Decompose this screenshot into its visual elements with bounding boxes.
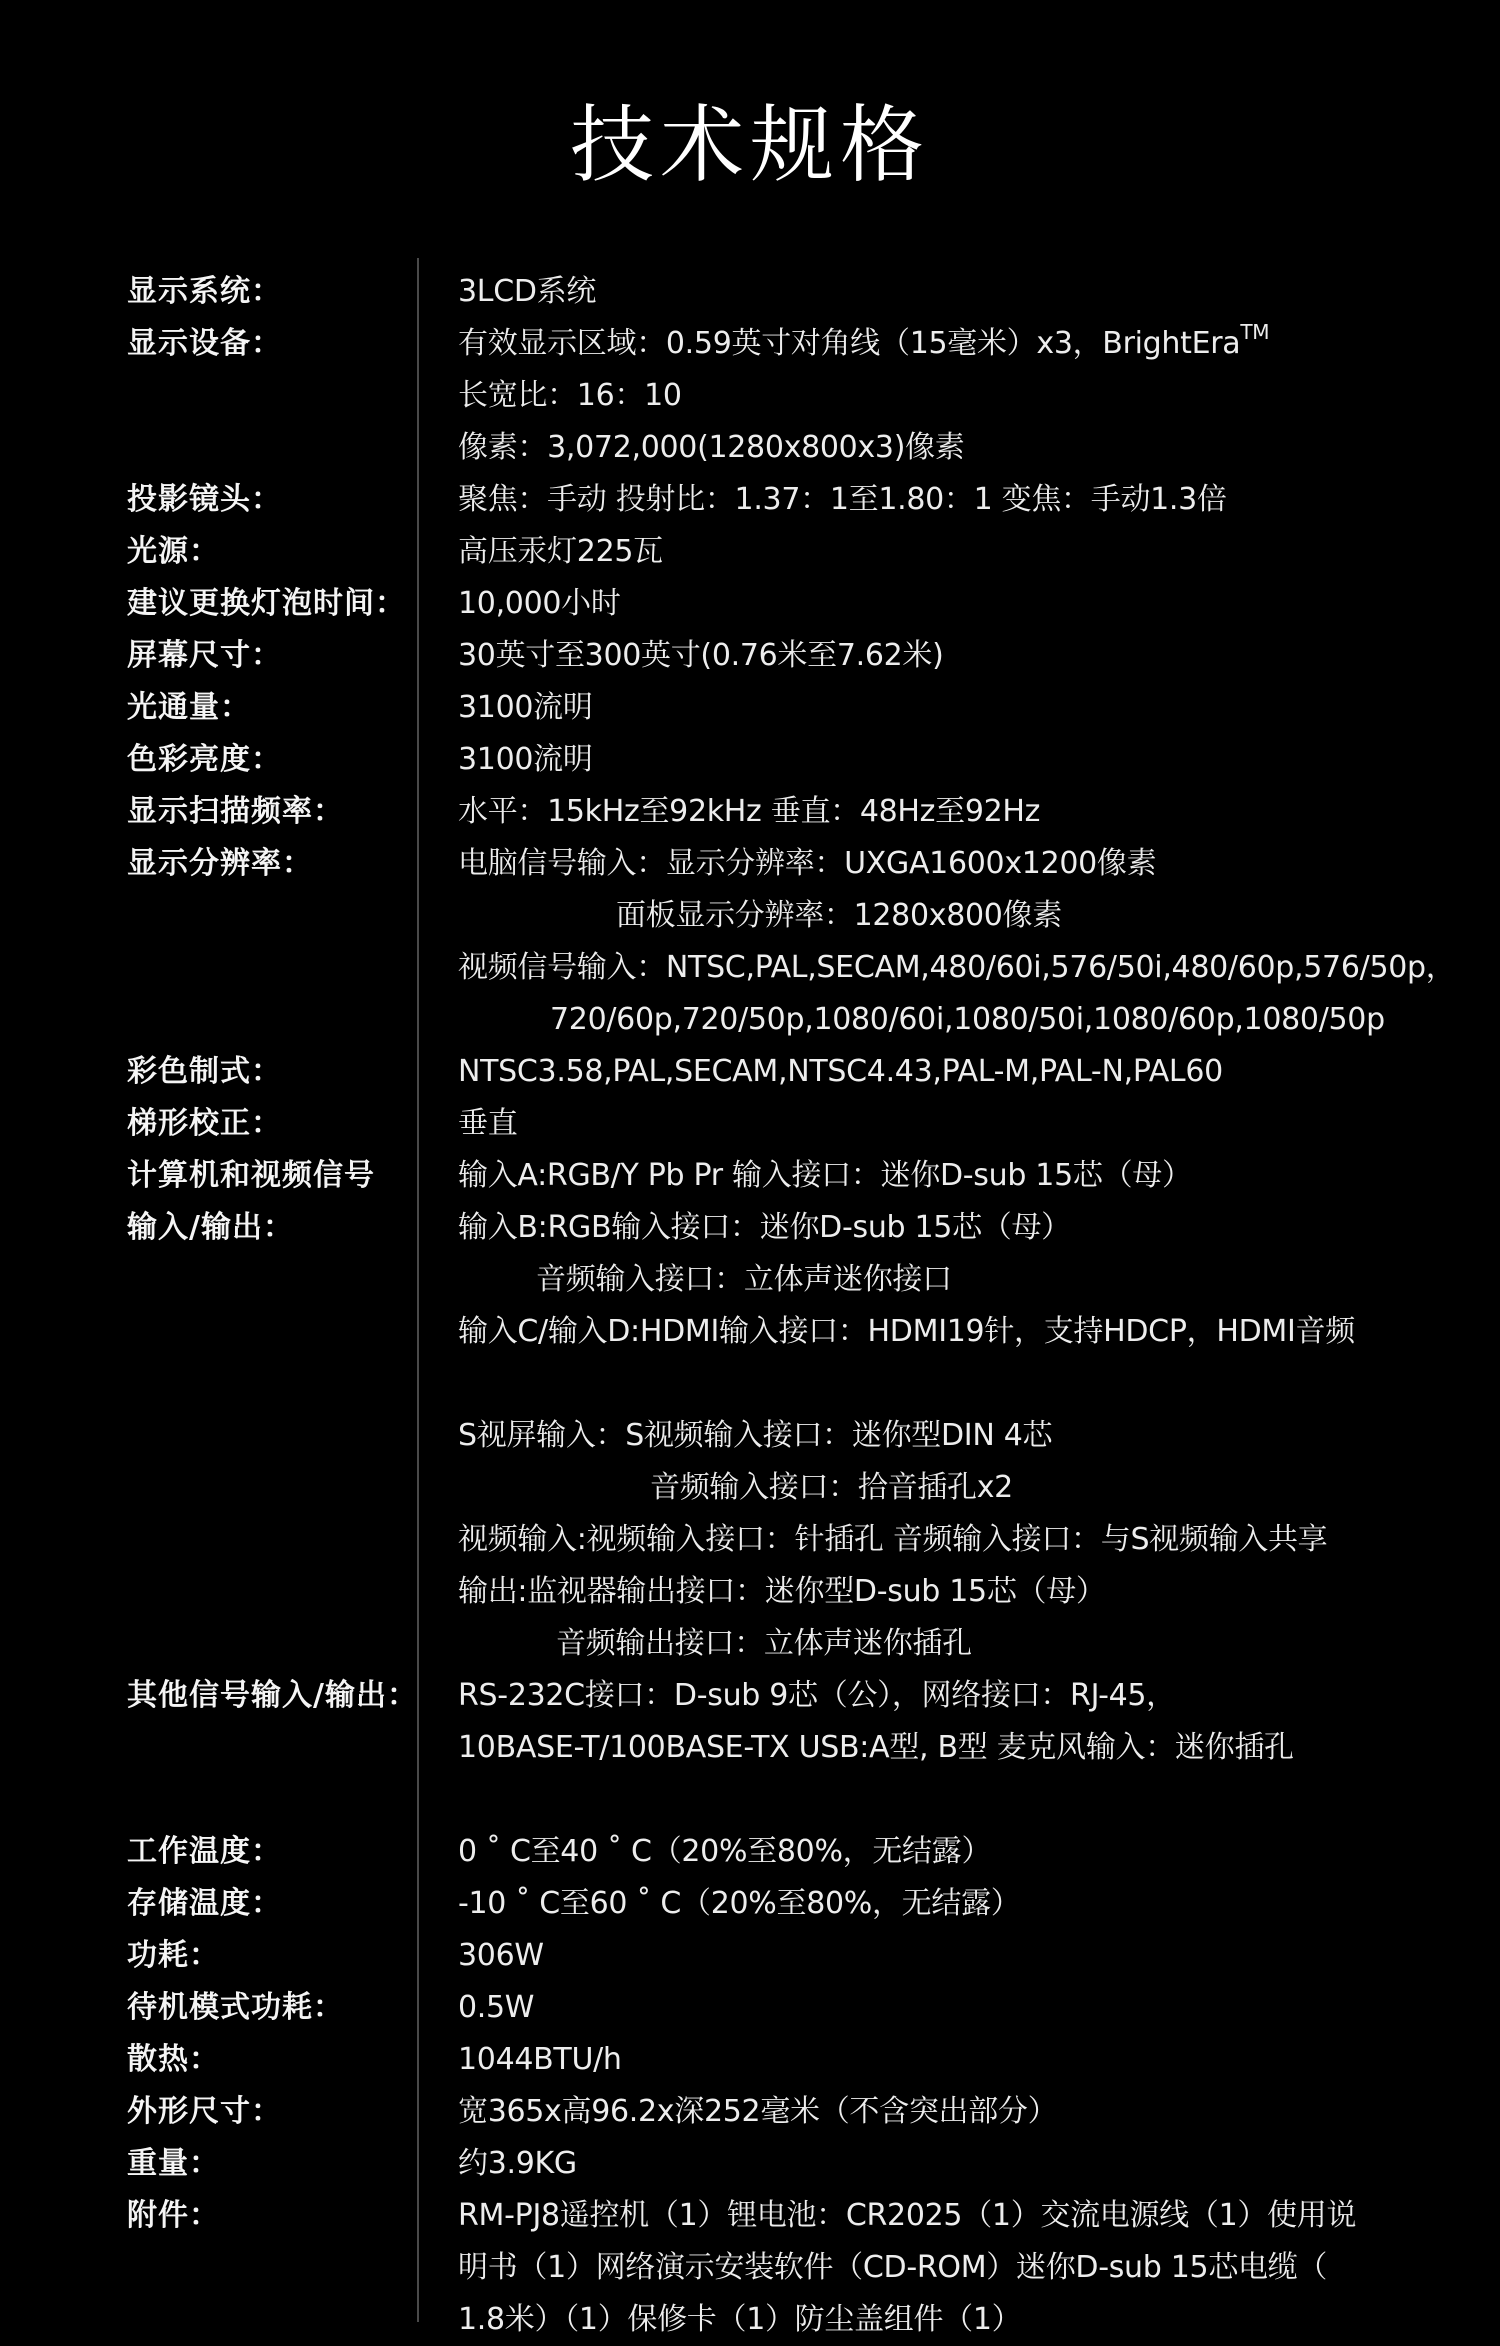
spec-label: 彩色制式： bbox=[127, 1054, 282, 1089]
spec-value-text: 长宽比：16：10 bbox=[458, 378, 682, 413]
spec-value bbox=[458, 1982, 534, 2034]
spec-row bbox=[0, 1514, 1500, 1566]
spec-value bbox=[556, 1618, 972, 1670]
spec-label: 重量： bbox=[127, 2146, 220, 2181]
spec-value-text: NTSC3.58,PAL,SECAM,NTSC4.43,PAL-M,PAL-N,PAL60 bbox=[458, 1054, 1223, 1089]
spec-row bbox=[0, 786, 1500, 838]
spec-row bbox=[0, 1462, 1500, 1514]
spec-row bbox=[0, 1774, 1500, 1826]
spec-row bbox=[0, 526, 1500, 578]
spec-value-text: 720/60p,720/50p,1080/60i,1080/50i,1080/60p,1080/50p bbox=[550, 1002, 1385, 1037]
spec-row bbox=[0, 1150, 1500, 1202]
spec-label: 梯形校正： bbox=[127, 1106, 282, 1141]
spec-value bbox=[458, 1098, 517, 1150]
spec-row bbox=[0, 474, 1500, 526]
spec-label: 色彩亮度： bbox=[127, 742, 282, 777]
spec-value bbox=[458, 1410, 1052, 1462]
spec-row bbox=[0, 1826, 1500, 1878]
spec-value-text: 输入C/输入D:HDMI输入接口：HDMI19针，支持HDCP，HDMI音频 bbox=[458, 1314, 1355, 1349]
spec-label: 外形尺寸： bbox=[127, 2094, 282, 2129]
spec-row bbox=[0, 682, 1500, 734]
spec-value-text: 高压汞灯225瓦 bbox=[458, 534, 663, 569]
spec-value-text: RM-PJ8遥控机（1）锂电池：CR2025（1）交流电源线（1）使用说 bbox=[458, 2198, 1357, 2233]
spec-label: 工作温度： bbox=[127, 1834, 282, 1869]
spec-value bbox=[458, 2034, 622, 2086]
spec-label: 显示扫描频率： bbox=[127, 794, 344, 829]
spec-label: 光通量： bbox=[127, 690, 251, 725]
spec-value-text: 10,000小时 bbox=[458, 586, 621, 621]
spec-row bbox=[0, 1306, 1500, 1358]
spec-value-text: 有效显示区域：0.59英寸对角线（15毫米）x3，BrightEra bbox=[458, 326, 1241, 361]
spec-value bbox=[458, 630, 944, 682]
spec-row bbox=[0, 1202, 1500, 1254]
spec-label: 计算机和视频信号 bbox=[127, 1158, 375, 1193]
spec-value-text: -10 ˚ C至60 ˚ C（20%至80%，无结露） bbox=[458, 1886, 1021, 1921]
spec-row bbox=[0, 1566, 1500, 1618]
spec-row bbox=[0, 1670, 1500, 1722]
spec-row bbox=[0, 1618, 1500, 1670]
spec-label: 屏幕尺寸： bbox=[127, 638, 282, 673]
spec-value bbox=[458, 786, 1040, 838]
spec-value bbox=[458, 2242, 1327, 2294]
spec-value bbox=[458, 1306, 1355, 1358]
spec-value-text: 输入A:RGB/Y Pb Pr 输入接口：迷你D-sub 15芯（母） bbox=[458, 1158, 1192, 1193]
spec-value-text: 3100流明 bbox=[458, 690, 593, 725]
spec-row bbox=[0, 2034, 1500, 2086]
spec-value bbox=[458, 2190, 1356, 2242]
spec-value bbox=[458, 370, 682, 422]
spec-value bbox=[458, 422, 965, 474]
spec-value bbox=[458, 1150, 1192, 1202]
spec-value-text: 电脑信号输入：显示分辨率：UXGA1600x1200像素 bbox=[458, 846, 1157, 881]
spec-value bbox=[458, 1878, 1020, 1930]
spec-row bbox=[0, 370, 1500, 422]
spec-row bbox=[0, 994, 1500, 1046]
spec-value bbox=[536, 1254, 952, 1306]
spec-label: 功耗： bbox=[127, 1938, 220, 1973]
spec-row bbox=[0, 890, 1500, 942]
spec-label: 散热： bbox=[127, 2042, 220, 2077]
spec-value bbox=[458, 578, 621, 630]
spec-value-text: 音频输出接口：立体声迷你插孔 bbox=[556, 1626, 972, 1661]
spec-value bbox=[458, 318, 1269, 370]
spec-value bbox=[458, 942, 1455, 994]
spec-row bbox=[0, 578, 1500, 630]
spec-value bbox=[458, 526, 663, 578]
spec-label: 显示设备： bbox=[127, 326, 282, 361]
spec-value-text: 音频输入接口：拾音插孔x2 bbox=[650, 1470, 1013, 1505]
spec-row bbox=[0, 422, 1500, 474]
spec-value-text: 输出:监视器输出接口：迷你型D-sub 15芯（母） bbox=[458, 1574, 1106, 1609]
spec-label: 待机模式功耗： bbox=[127, 1990, 344, 2025]
spec-label: 建议更换灯泡时间： bbox=[127, 586, 406, 621]
spec-value-text: 水平：15kHz至92kHz 垂直：48Hz至92Hz bbox=[458, 794, 1041, 829]
spec-row bbox=[0, 2086, 1500, 2138]
spec-value-text: 聚焦：手动 投射比：1.37：1至1.80：1 变焦：手动1.3倍 bbox=[458, 482, 1227, 517]
spec-label: 输入/输出： bbox=[127, 1210, 294, 1245]
spec-value-text: 约3.9KG bbox=[458, 2146, 577, 2181]
spec-value bbox=[458, 266, 596, 318]
spec-row bbox=[0, 318, 1500, 370]
spec-row bbox=[0, 1722, 1500, 1774]
spec-row bbox=[0, 1982, 1500, 2034]
trademark-mark: TM bbox=[1240, 320, 1270, 344]
spec-label: 附件： bbox=[127, 2198, 220, 2233]
spec-row bbox=[0, 266, 1500, 318]
spec-value bbox=[458, 1722, 1294, 1774]
spec-value-text: 306W bbox=[458, 1938, 544, 1973]
spec-row bbox=[0, 1930, 1500, 1982]
spec-row bbox=[0, 1358, 1500, 1410]
spec-table bbox=[0, 266, 1500, 2346]
spec-value bbox=[650, 1462, 1013, 1514]
spec-value bbox=[458, 734, 593, 786]
spec-row bbox=[0, 2242, 1500, 2294]
spec-row bbox=[0, 1046, 1500, 1098]
spec-value-text: 1044BTU/h bbox=[458, 2042, 622, 2077]
spec-value-text: 视频输入:视频输入接口：针插孔 音频输入接口：与S视频输入共享 bbox=[458, 1522, 1328, 1557]
spec-label: 投影镜头： bbox=[127, 482, 282, 517]
spec-row bbox=[0, 630, 1500, 682]
spec-value-text: 1.8米）（1）保修卡（1）防尘盖组件（1） bbox=[458, 2302, 1022, 2337]
spec-value-text: S视屏输入：S视频输入接口：迷你型DIN 4芯 bbox=[458, 1418, 1053, 1453]
spec-value-text: 输入B:RGB输入接口：迷你D-sub 15芯（母） bbox=[458, 1210, 1071, 1245]
spec-row bbox=[0, 1254, 1500, 1306]
spec-row bbox=[0, 734, 1500, 786]
spec-value bbox=[458, 682, 593, 734]
spec-value bbox=[458, 2294, 1021, 2346]
spec-value bbox=[458, 2138, 577, 2190]
spec-value bbox=[458, 1046, 1223, 1098]
spec-value-text: 视频信号输入：NTSC,PAL,SECAM,480/60i,576/50i,480/60p,576/50p， bbox=[458, 950, 1456, 985]
spec-value bbox=[458, 838, 1156, 890]
spec-value bbox=[458, 2086, 1057, 2138]
spec-value bbox=[458, 1566, 1106, 1618]
spec-value bbox=[458, 1514, 1327, 1566]
spec-row bbox=[0, 2138, 1500, 2190]
spec-value-text: 10BASE-T/100BASE-TX USB:A型, B型 麦克风输入：迷你插孔 bbox=[458, 1730, 1294, 1765]
spec-value-text: 0 ˚ C至40 ˚ C（20%至80%，无结露） bbox=[458, 1834, 992, 1869]
spec-value bbox=[458, 474, 1227, 526]
spec-value-text: 30英寸至300英寸(0.76米至7.62米) bbox=[458, 638, 944, 673]
spec-label: 显示分辨率： bbox=[127, 846, 313, 881]
spec-value-text: 0.5W bbox=[458, 1990, 535, 2025]
spec-value-text: 像素：3,072,000(1280x800x3)像素 bbox=[458, 430, 965, 465]
spec-row bbox=[0, 2190, 1500, 2242]
spec-value bbox=[616, 890, 1062, 942]
spec-label: 显示系统： bbox=[127, 274, 282, 309]
spec-value bbox=[458, 1670, 1176, 1722]
spec-value bbox=[458, 1826, 991, 1878]
spec-label: 其他信号输入/输出： bbox=[127, 1678, 418, 1713]
spec-value-text: 明书（1）网络演示安装软件（CD-ROM）迷你D-sub 15芯电缆（ bbox=[458, 2250, 1328, 2285]
spec-row bbox=[0, 1878, 1500, 1930]
spec-value bbox=[458, 1930, 544, 1982]
spec-value-text: 音频输入接口：立体声迷你接口 bbox=[536, 1262, 952, 1297]
spec-value-text: 面板显示分辨率：1280x800像素 bbox=[616, 898, 1062, 933]
spec-value-text: 3100流明 bbox=[458, 742, 593, 777]
spec-row bbox=[0, 1098, 1500, 1150]
spec-value-text: RS-232C接口：D-sub 9芯（公），网络接口：RJ-45， bbox=[458, 1678, 1176, 1713]
spec-row bbox=[0, 838, 1500, 890]
spec-value-text: 3LCD系统 bbox=[458, 274, 597, 309]
spec-value bbox=[458, 1202, 1071, 1254]
page-title: 技术规格 bbox=[569, 96, 930, 194]
spec-row bbox=[0, 942, 1500, 994]
spec-label: 存储温度： bbox=[127, 1886, 282, 1921]
spec-row bbox=[0, 2294, 1500, 2346]
spec-value-text: 垂直 bbox=[458, 1106, 518, 1141]
spec-row bbox=[0, 1410, 1500, 1462]
spec-value bbox=[550, 994, 1385, 1046]
spec-value-text: 宽365x高96.2x深252毫米（不含突出部分） bbox=[458, 2094, 1058, 2129]
spec-label: 光源： bbox=[127, 534, 220, 569]
